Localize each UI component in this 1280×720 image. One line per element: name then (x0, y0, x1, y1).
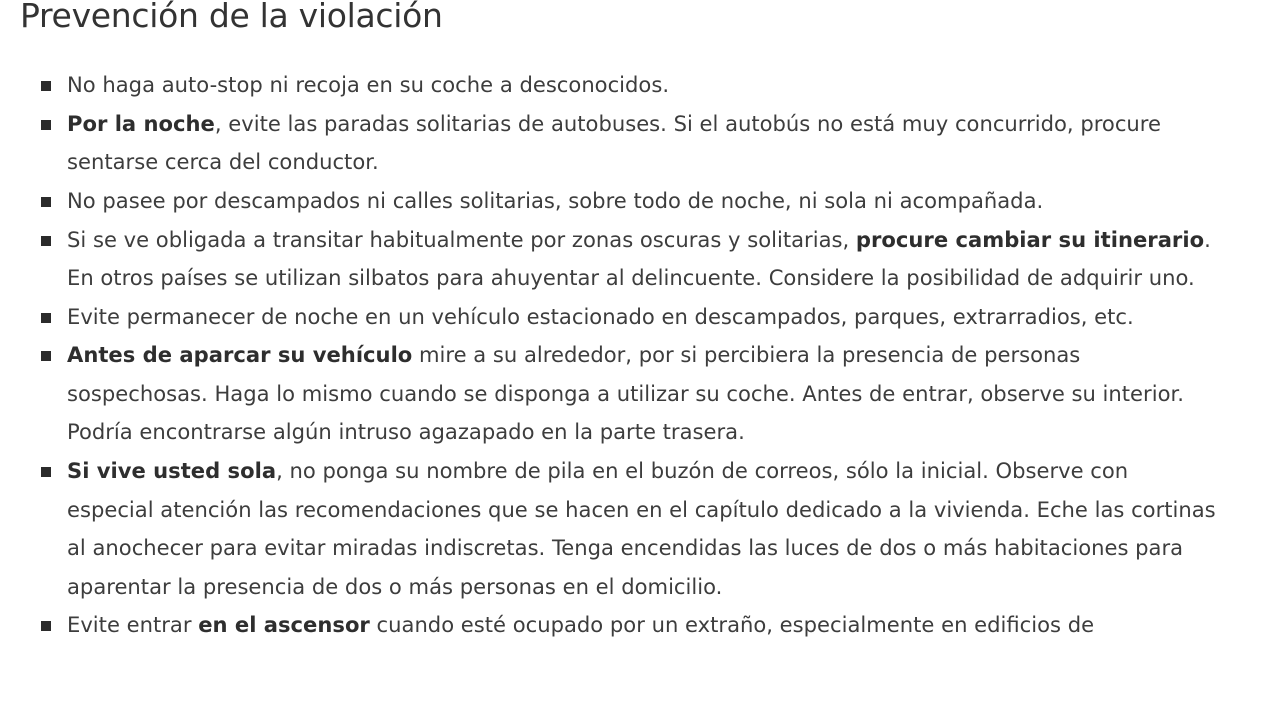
body-text: , no ponga su nombre de pila en el buzón de correos, sólo la inicial. Observe con especial atención las recomendaciones que se hacen en el capítulo dedicado a la vivienda. Eche las cortinas al anochecer para evitar miradas indiscretas. Tenga encendidas las luces de dos o más habitaciones para aparentar la presencia de dos o más personas en el domicilio. (67, 458, 1216, 599)
list-item (40, 105, 1220, 182)
body-text: cuando esté ocupado por un extraño, especialmente en edificios de (369, 612, 1095, 638)
list-item (40, 336, 1220, 452)
square-bullet-icon (41, 313, 51, 323)
body-text: mire a su alrededor, por si percibiera la presencia de personas sospechosas. Haga lo mismo cuando se disponga a utilizar su coche. Antes de entrar, observe su interior. Podría encontrarse algún intruso agazapado en la parte trasera. (67, 342, 1184, 445)
emphasized-text: en el ascensor (198, 612, 370, 638)
page-title: Prevención de la violación (20, 0, 443, 35)
body-text: No haga auto-stop ni recoja en su coche a desconocidos. (67, 72, 670, 97)
emphasized-text: Antes de aparcar su vehículo (67, 342, 413, 368)
list-item (40, 221, 1220, 298)
body-text: Si se ve obligada a transitar habitualmente por zonas oscuras y solitarias, (67, 226, 856, 252)
list-item (40, 606, 1220, 645)
tips-list (40, 66, 1220, 645)
emphasized-text: procure cambiar su itinerario (855, 226, 1205, 252)
square-bullet-icon (41, 120, 51, 130)
list-item (40, 182, 1220, 221)
square-bullet-icon (41, 81, 51, 91)
body-text: No pasee por descampados ni calles solitarias, sobre todo de noche, ni sola ni acompañada. (67, 187, 1044, 213)
square-bullet-icon (41, 236, 51, 246)
emphasized-text: Si vive usted sola (67, 458, 277, 484)
body-text: Evite permanecer de noche en un vehículo estacionado en descampados, parques, extrarradios, etc. (67, 303, 1134, 329)
emphasized-text: Por la noche (67, 110, 215, 136)
body-text: . En otros países se utilizan silbatos para ahuyentar al delincuente. Considere la posibilidad de adquirir uno. (67, 226, 1211, 291)
list-item (40, 452, 1220, 606)
square-bullet-icon (41, 621, 51, 631)
list-item (40, 298, 1220, 337)
body-text: , evite las paradas solitarias de autobuses. Si el autobús no está muy concurrido, procure sentarse cerca del conductor. (67, 110, 1161, 175)
list-item (40, 66, 1220, 105)
square-bullet-icon (41, 351, 51, 361)
square-bullet-icon (41, 467, 51, 477)
square-bullet-icon (41, 197, 51, 207)
body-text: Evite entrar (67, 612, 199, 638)
